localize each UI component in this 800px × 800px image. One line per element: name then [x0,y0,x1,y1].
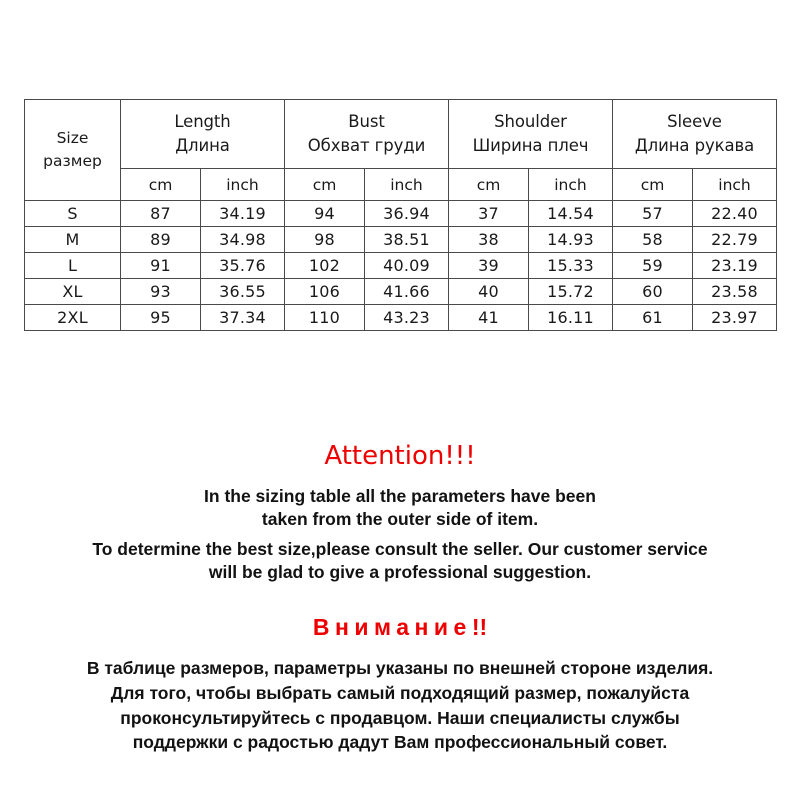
table-row [25,253,777,279]
unit-length-inch: inch [201,169,285,201]
unit-length-cm: cm [121,169,201,201]
header-length-ru: Длина [175,136,230,155]
cell-bust-inch: 41.66 [365,279,449,305]
cell-size: XL [25,279,121,305]
unit-shoulder-cm: cm [449,169,529,201]
notice-ru-line-1: В таблице размеров, параметры указаны по внешней стороне изделия. [86,657,714,678]
cell-length-inch: 36.55 [201,279,285,305]
cell-bust-cm: 110 [285,305,365,331]
size-chart-table-container [24,99,776,331]
cell-bust-cm: 102 [285,253,365,279]
header-shoulder-en: Shoulder [494,112,567,132]
table-header-row-units [25,169,777,201]
cell-bust-inch: 36.94 [365,201,449,227]
unit-bust-inch: inch [365,169,449,201]
cell-shoulder-cm: 40 [449,279,529,305]
header-sleeve-ru: Длина рукава [634,136,755,155]
attention-heading-ru [0,615,800,640]
table-row [25,305,777,331]
header-bust-en: Bust [348,112,385,132]
cell-length-cm: 87 [121,201,201,227]
cell-sleeve-cm: 61 [613,305,693,331]
notice-en-line-2: taken from the outer side of item. [261,508,539,529]
unit-shoulder-inch: inch [529,169,613,201]
cell-length-cm: 89 [121,227,201,253]
cell-bust-inch: 38.51 [365,227,449,253]
header-sleeve [613,100,777,169]
attention-heading-ru-bangs: !! [471,613,488,640]
cell-length-inch: 35.76 [201,253,285,279]
unit-sleeve-inch: inch [693,169,777,201]
cell-shoulder-inch: 15.33 [529,253,613,279]
cell-shoulder-cm: 38 [449,227,529,253]
notice-ru-line-3: проконсультируйтесь с продавцом. Наши специалисты службы [120,707,680,728]
header-bust-ru: Обхват груди [307,136,426,155]
notice-ru-line-4: поддержки с радостью дадут Вам профессиональный совет. [132,732,668,753]
cell-sleeve-cm: 58 [613,227,693,253]
header-sleeve-en: Sleeve [667,112,722,132]
cell-size: 2XL [25,305,121,331]
notice-en-line-4: will be glad to give a professional suggestion. [208,562,592,583]
cell-bust-inch: 43.23 [365,305,449,331]
unit-bust-cm: cm [285,169,365,201]
cell-sleeve-inch: 23.58 [693,279,777,305]
header-size [25,100,121,201]
notice-en-line-3: To determine the best size,please consult the seller. Our customer service [92,539,708,560]
size-chart-table [24,99,777,331]
notice-en-spacer [40,531,760,538]
cell-length-cm: 93 [121,279,201,305]
cell-sleeve-cm: 60 [613,279,693,305]
cell-shoulder-cm: 37 [449,201,529,227]
notice-text-ru [0,656,800,755]
cell-sleeve-inch: 22.79 [693,227,777,253]
header-bust [285,100,449,169]
cell-shoulder-inch: 14.54 [529,201,613,227]
cell-sleeve-inch: 23.97 [693,305,777,331]
header-shoulder-ru: Ширина плеч [472,136,589,155]
cell-shoulder-inch: 14.93 [529,227,613,253]
cell-length-cm: 95 [121,305,201,331]
cell-shoulder-cm: 39 [449,253,529,279]
cell-sleeve-inch: 22.40 [693,201,777,227]
notice-en-line-1: In the sizing table all the parameters have been [204,485,596,506]
attention-heading-en: Attention!!! [324,441,476,471]
cell-bust-cm: 106 [285,279,365,305]
header-length [121,100,285,169]
header-size-ru: размер [43,152,102,170]
cell-length-inch: 34.19 [201,201,285,227]
cell-sleeve-inch: 23.19 [693,253,777,279]
cell-bust-cm: 94 [285,201,365,227]
notice-section [0,442,800,755]
unit-sleeve-cm: cm [613,169,693,201]
cell-sleeve-cm: 59 [613,253,693,279]
cell-shoulder-inch: 15.72 [529,279,613,305]
cell-size: S [25,201,121,227]
notice-ru-line-2: Для того, чтобы выбрать самый подходящий размер, пожалуйста [110,682,690,703]
header-length-en: Length [174,112,231,132]
cell-bust-inch: 40.09 [365,253,449,279]
cell-sleeve-cm: 57 [613,201,693,227]
notice-text-en [0,485,800,585]
table-row [25,201,777,227]
header-shoulder [449,100,613,169]
cell-shoulder-cm: 41 [449,305,529,331]
table-header-row-groups [25,100,777,169]
cell-size: L [25,253,121,279]
cell-length-inch: 37.34 [201,305,285,331]
cell-shoulder-inch: 16.11 [529,305,613,331]
table-row [25,279,777,305]
cell-length-cm: 91 [121,253,201,279]
header-size-en: Size [56,128,89,147]
cell-bust-cm: 98 [285,227,365,253]
table-row [25,227,777,253]
cell-size: M [25,227,121,253]
cell-length-inch: 34.98 [201,227,285,253]
attention-heading-ru-text: Внимание [312,613,472,640]
